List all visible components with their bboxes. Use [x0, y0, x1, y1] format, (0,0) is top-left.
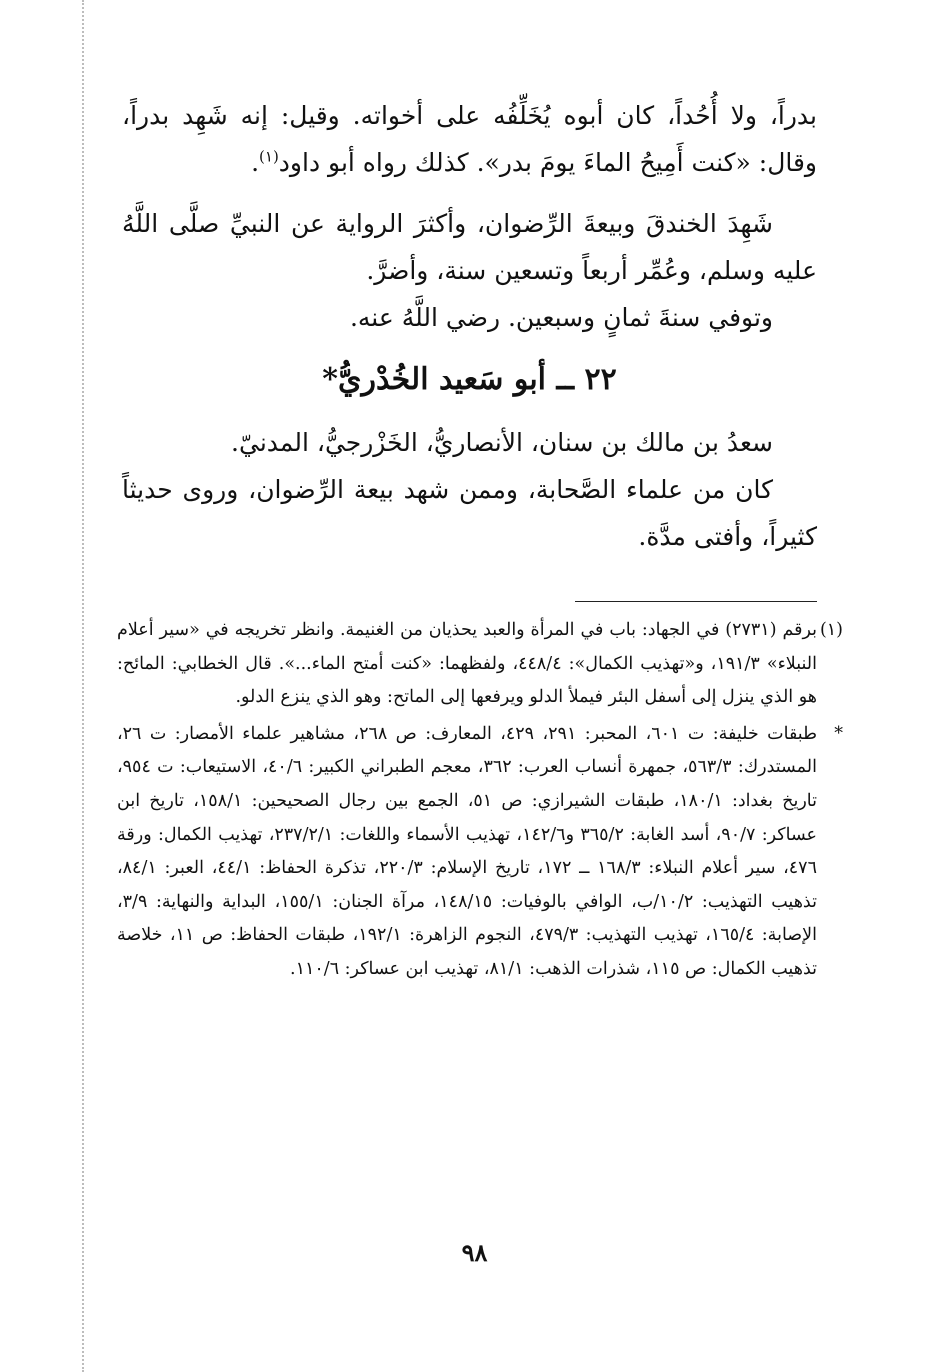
- footnote-2: [117, 718, 843, 987]
- main-text: [122, 92, 817, 560]
- footnote-1: [117, 614, 843, 715]
- footnote-2-marker: *: [834, 723, 843, 744]
- paragraph-5: كان من علماء الصَّحابة، وممن شهد بيعة الرِّضوان، وروى حديثاً كثيراً، وأفتى مدَّة.: [122, 475, 817, 551]
- paragraph-3: وتوفي سنةَ ثمانٍ وسبعين. رضي اللَّهُ عنه.: [349, 303, 773, 332]
- entry-heading: ٢٢ ــ أبو سَعيد الخُدْريُّ*: [322, 362, 617, 397]
- footnote-2-text: طبقات خليفة: ت ٦٠١، المحبر: ٢٩١، ٤٢٩، المعارف: ص ٢٦٨، مشاهير علماء الأمصار: ت ٢٦، المستدرك: ٥٦٣/٣، جمهرة أنساب العرب: ٣٦٢، معجم الطبراني الكبير: ٤٠/٦، الاستيعاب: ت ٩٥٤، تاريخ بغداد: ١٨٠/١، طبقات الشيرازي: ص ٥١، الجمع بين رجال الصحيحين: ١٥٨/١، تاريخ ابن عساكر: ٩٠/٧، أسد الغابة: ٣٦٥/٢ و١٤٢/٦، تهذيب الأسماء واللغات: ٢٣٧/٢/١، تهذيب الكمال: ورقة ٤٧٦، سير أعلام النبلاء: ١٦٨/٣ ــ ١٧٢، تاريخ الإسلام: ٢٢٠/٣، تذكرة الحفاظ: ٤٤/١، العبر: ٨٤/١، تذهيب التهذيب: ١٠/٢/ب، الوافي بالوفيات: ١٤٨/١٥، مرآة الجنان: ١٥٥/١، البداية والنهاية: ٣/٩، الإصابة: ١٦٥/٤، تهذيب التهذيب: ٤٧٩/٣، النجوم الزاهرة: ١٩٢/١، طبقات الحفاظ: ص ١١، خلاصة تذهيب الكمال: ص ١١٥، شذرات الذهب: ٨١/١، تهذيب ابن عساكر: ١١٠/٦.: [117, 723, 818, 979]
- footnote-separator: [575, 601, 817, 602]
- footnote-1-text: برقم (٢٧٣١) في الجهاد: باب في المرأة والعبد يحذيان من الغنيمة. وانظر تخريجه في «سير أعلام النبلاء» ١٩١/٣، و«تهذيب الكمال»: ٤٤٨/٤، ولفظهما: «كنت أمتح الماء...». قال الخطابي: المائح: هو الذي ينزل إلى أسفل البئر فيملأ الدلو ويرفعها إلى الماتح: وهو الذي ينزع الدلو.: [117, 620, 817, 708]
- paragraph-2: شَهِدَ الخندقَ وبيعةَ الرِّضوان، وأكثرَ الرواية عن النبيِّ صلَّى اللَّهُ عليه وسلم، وعُمِّر أربعاً وتسعين سنة، وأضرَّ.: [122, 209, 817, 285]
- footnote-reference[interactable]: (١): [259, 147, 279, 166]
- footnotes: [117, 614, 843, 987]
- paragraph-1: [122, 92, 817, 186]
- paragraph-1-end: .: [251, 148, 260, 177]
- paragraph-1-text: بدراً، ولا أُحُداً، كان أبوه يُخَلِّفُه على أخواته. وقيل: إنه شَهِد بدراً، وقال: «كنت أَمِيحُ الماءَ يومَ بدر». كذلك رواه أبو داود: [122, 101, 817, 177]
- paragraph-4: سعدُ بن مالك بن سنان، الأنصاريُّ، الخَزْرجيُّ، المدنيّ.: [231, 428, 773, 457]
- page-number: ٩٨: [461, 1238, 488, 1267]
- footnote-1-marker: (١): [819, 620, 843, 640]
- binding-margin-line: [82, 0, 84, 1372]
